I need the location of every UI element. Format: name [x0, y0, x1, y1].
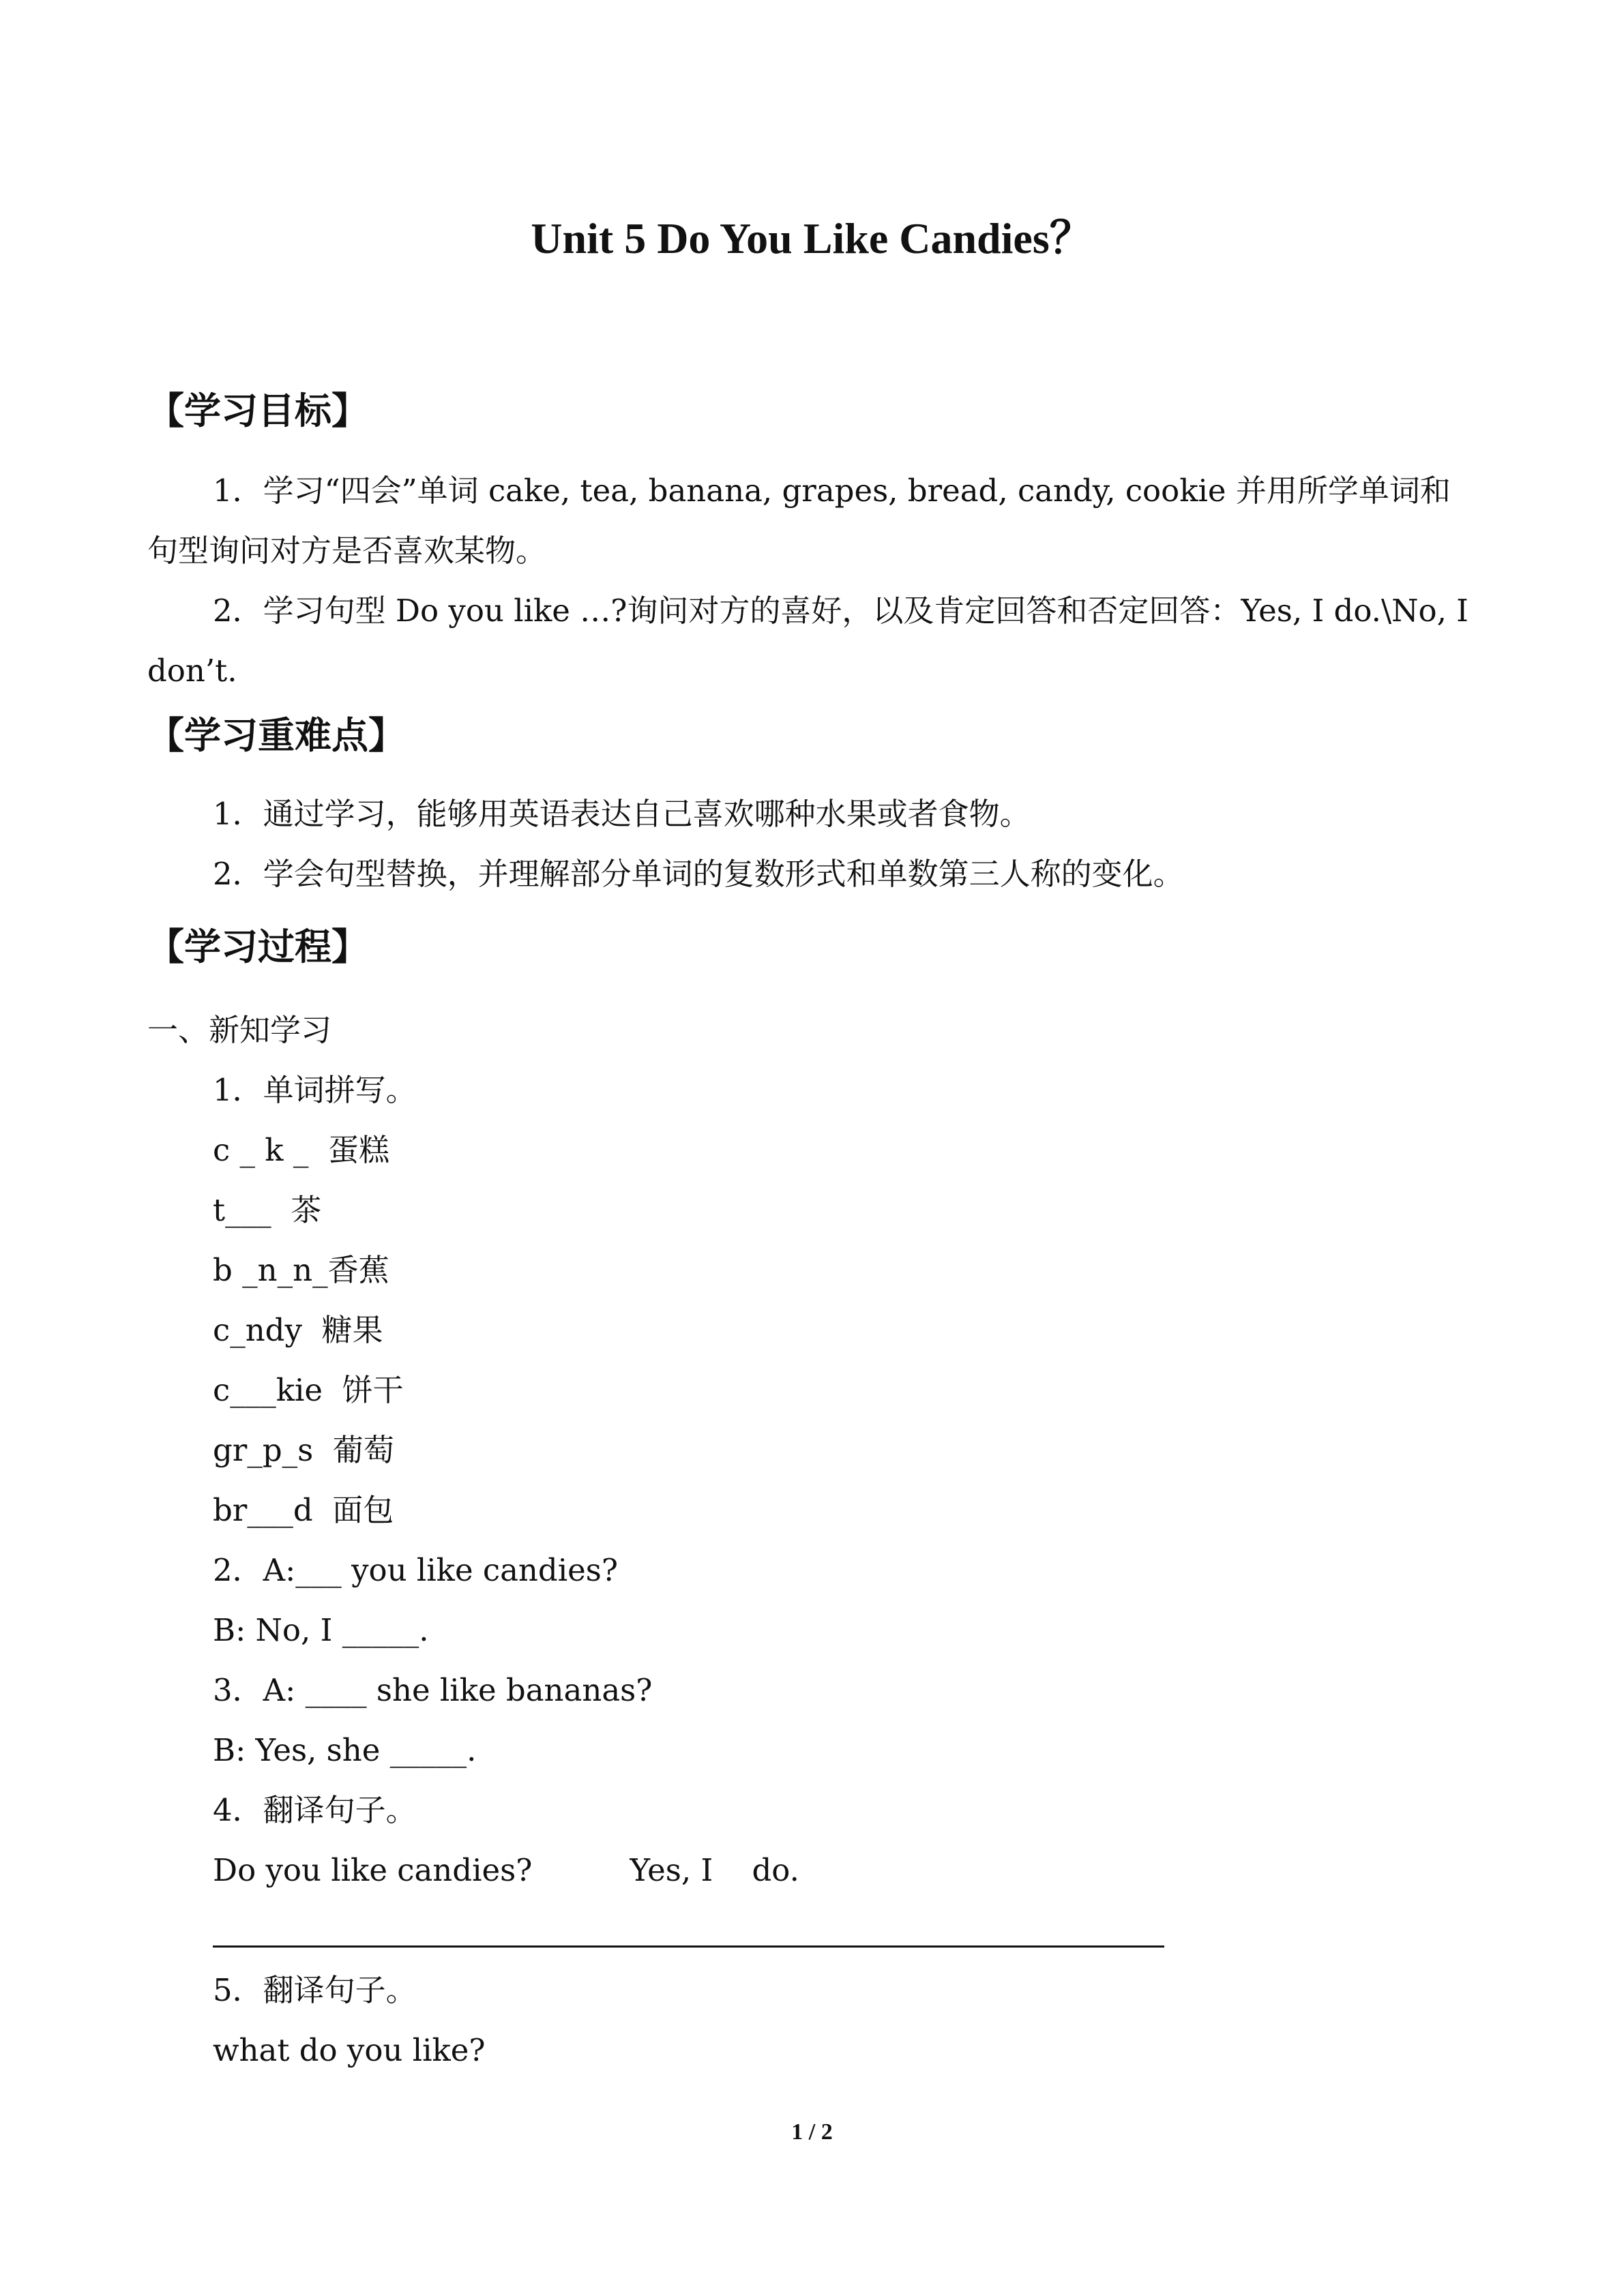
word-item: c _ k _ 蛋糕: [213, 1132, 389, 1168]
word-item: t___ 茶: [213, 1192, 322, 1228]
q4-title: 4．翻译句子。: [213, 1792, 417, 1828]
key-point-item-1: 1．通过学习，能够用英语表达自己喜欢哪种水果或者食物。: [213, 796, 1031, 832]
word-item: b _n_n_香蕉: [213, 1252, 389, 1288]
word-item: gr_p_s 葡萄: [213, 1432, 394, 1468]
word-item: c_ndy 糖果: [213, 1312, 383, 1348]
q1-title: 1．单词拼写。: [213, 1072, 417, 1108]
objective-item-2: 2．学习句型 Do you like …?询问对方的喜好，以及肯定回答和否定回答：Yes, I do.\No, I don’t.: [147, 593, 1468, 689]
q2-a: 2．A:___ you like candies?: [213, 1552, 618, 1588]
key-points-heading: 【学习重难点】: [147, 713, 405, 757]
key-point-item-2: 2．学会句型替换，并理解部分单词的复数形式和单数第三人称的变化。: [213, 856, 1184, 892]
q3-b: B: Yes, she _____.: [213, 1732, 477, 1768]
page-title: Unit 5 Do You Like Candies？: [531, 214, 1093, 263]
word-item: br___d 面包: [213, 1492, 394, 1528]
page-number: 1 / 2: [791, 2119, 833, 2145]
part-one-title: 一、新知学习: [147, 1012, 332, 1048]
q3-a: 3．A: ____ she like bananas?: [213, 1672, 653, 1708]
q4-sentence: Do you like candies? Yes, I do.: [213, 1852, 799, 1888]
answer-line: [213, 1945, 1164, 1948]
objective-item-1: 1．学习“四会”单词 cake, tea, banana, grapes, bread, candy, cookie 并用所学单词和句型询问对方是否喜欢某物。: [147, 473, 1451, 569]
q5-sentence: what do you like?: [213, 2032, 486, 2068]
q2-b: B: No, I _____.: [213, 1612, 429, 1648]
objectives-heading: 【学习目标】: [147, 389, 368, 432]
word-item: c___kie 饼干: [213, 1372, 404, 1408]
q5-title: 5．翻译句子。: [213, 1972, 417, 2008]
process-heading: 【学习过程】: [147, 925, 368, 968]
